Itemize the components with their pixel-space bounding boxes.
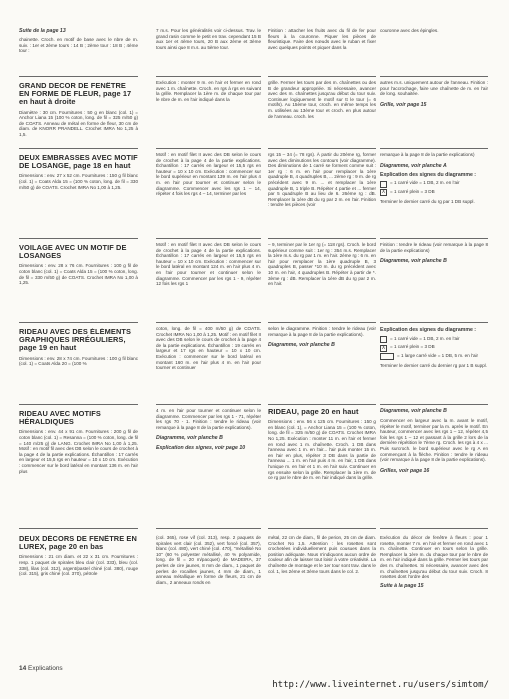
- section-tiebacks: [19, 154, 138, 234]
- legend-text: = 1 carré plein = 3 DB: [390, 344, 435, 350]
- column-4-block-1: [380, 28, 488, 72]
- section-lurex-decor: [19, 535, 138, 655]
- body-text: Finition : tendre le rideau (voir remarque à la page 8 de la partie explications): [380, 242, 488, 253]
- column-4-block-2: [380, 80, 488, 146]
- body-text: Dimensions : env. 56 x 125 cm. Fournitures : 150 g en blanc (col. 1), = Anchor Liana 15 = (100 % coton, long. de fil = 325 m/50 g) de COATS. Crochet IMRA No 1,25. Exécution : monter 11 m. en l'air et fermer en rond avec 1 m. chaînette. Croch. 1 DB dans l'anneau avec 1 m. en l'air... l'air puis monter 15 m. en l'air en plus, répéter 3 DB dans la partie de l'anneau ... 1 m. en l'air puis 4 m. en l'air, 1 DB dans l'unique m. en l'air et 1 m. en l'air suiv. Continuer en rgs ensuite selon la grille. Remplacer la 1ère m. de ce rg par le nbre de m. en l'air indiqué dans la grille.: [268, 419, 376, 481]
- section-text: Dimensions : 21 cm diam. et 22 x 31 cm. Fournitures : resp. 1 paquet de spirales bleu clair (col. 333), bleu (col. 338), lilas (col. 312), argent/pastel chiné (col. 380), rouge (col. 315), gris chiné (col. 370), pétrole: [19, 554, 138, 577]
- diagram-reference: Diagramme, voir planche B: [380, 258, 447, 265]
- diagram-reference: Diagramme, voir planche B: [156, 435, 223, 442]
- section-divider: [19, 76, 138, 77]
- section-divider: [19, 528, 138, 529]
- body-text: métal, 22 cm de diam., fil de perion, 25 cm de diam. Crochet No 1,5. Attention : les rosettes sont crochetées individuellement puis cousues dans la position adéquate. Nous n'indiquons aucun ordre de couleur afin de laisser tout loisir à votre créativité. La chaînette de montage et le 1er tour sont trav. dans le col. 1, les 2ème et 3ème tours dans le col. 2.: [268, 535, 376, 574]
- column-4-block-6: [380, 408, 488, 526]
- section-divider: [156, 528, 261, 529]
- column-3-block-4: [268, 242, 376, 320]
- section-title: RIDEAU, page 20 en haut: [268, 408, 359, 416]
- body-text: (col. 365), rose vif (col. 313), resp. 2 paquets de spirales vert clair (col. 352), vert foncé (col. 357), blanc (col. 480), vert chiné (col. 470), "métallisé No 10" (60 % polyester métallisé, 40 % polyamide, long. de fil = 20 m/pacquet) de MADEIRA, 37 perles de cire jaunes, 8 mm de diam., 1 paquet de perles de rocailles jaunes, 4 mm de diam., 1 anneau métallique en forme de fleurs, 21 cm de diam., 2 anneaux ronds en: [156, 535, 261, 585]
- page-number: 14: [19, 665, 27, 672]
- section-curtain: [268, 408, 376, 526]
- section-graphic-curtain: [19, 328, 138, 398]
- legend-row: [380, 189, 488, 197]
- section-divider: [380, 76, 488, 77]
- section-title: GRAND DECOR DE FENÊTRE EN FORME DE FLEUR, page 17 en haut à droite: [19, 82, 132, 107]
- empty-square-icon: [380, 336, 387, 343]
- column-3-block-1: [268, 28, 376, 72]
- continued-from-note: Suite de la page 13: [19, 28, 66, 34]
- legend-text: = 1 carré plein = 3 DB: [390, 188, 435, 194]
- section-divider: [19, 322, 138, 323]
- column-2-block-2: [156, 80, 261, 146]
- section-divider: [156, 322, 261, 323]
- body-text: Terminer le dernier carré du dernier rg par 1 B suppl.: [380, 363, 487, 369]
- section-divider: [268, 322, 376, 323]
- body-text: autres m.s. uniquement autour de l'anneau. Finition : pour l'accrochage, faire une chaînette de m. en l'air de long. souhaitée.: [380, 80, 488, 97]
- filled-square-icon: X: [381, 189, 386, 196]
- section-text: Dimensions : env. 28 x 76 cm. Fournitures : 100 g fil de coton blanc (col. 1) = Coats Alda 15 = (100 % coton, long. de fil = 330 m/50 g) de COATS. Crochet IMRA No 1,00 à 1,25.: [19, 263, 138, 286]
- column-2-block-3: [156, 152, 261, 236]
- section-divider: [156, 238, 261, 239]
- diagram-reference: Diagramme, voir planche B: [380, 408, 447, 414]
- column-4-block-7: [380, 535, 488, 657]
- body-text: Exécution : monter 9 m. en l'air et fermer en rond avec 1 m. chaînette. Croch. en rgs à rgs en suivant la grille. Remplacer la 1ère m. de chaque tour par le nbre de m. en l'air indiqué dans la: [156, 80, 261, 102]
- body-text: remarque à la page 8 de la partie explications): [380, 152, 475, 157]
- body-text: 4 m. en l'air pour tourner et continuer selon le diagramme. Commencer par les rgs 1 - 71, répéter les rgs 70 - 1. Finition : tendre le rideau (voir remarque à la page 8 de la partie explications).: [156, 408, 261, 430]
- legend-text: = 1 large carré vide = 1 DB, 5 m. en l'air: [397, 352, 479, 358]
- legend-text: = 1 carré vide = 1 DB, 2 m. en l'air: [390, 180, 460, 186]
- legend-row: [380, 336, 488, 344]
- section-title: DEUX EMBRASSES AVEC MOTIF DE LOSANGE, page 18 en haut: [19, 154, 138, 171]
- column-3-block-3: [268, 152, 376, 236]
- section-divider: [268, 148, 376, 149]
- column-3-block-5: [268, 326, 376, 404]
- column-2-block-4: [156, 242, 261, 320]
- column-4-block-5: [380, 326, 488, 404]
- filled-square-icon: X: [381, 344, 386, 351]
- column-2-block-6: [156, 408, 261, 526]
- section-divider: [380, 322, 488, 323]
- section-divider: [380, 404, 488, 405]
- section-text: Diamètre : 30 cm. Fournitures : 50 g en blanc (col. 1) = Anchor Liana 15 (100 % coton, long. de fil = 325 m/50 g) de COATS. Anneau de métal en forme de fleur, 30 cm de diam. de KNORR PRANDELL. Crochet IMRA No 1,25 à 1,5.: [19, 109, 138, 137]
- continued-on-note: Suite à la page 15: [380, 582, 424, 589]
- grid-reference: Grilles, voir page 16: [380, 467, 430, 474]
- column-4-block-3: [380, 152, 488, 236]
- diagram-reference: Diagramme, voir planche B: [268, 342, 335, 349]
- section-divider: [156, 76, 261, 77]
- legend-reference: Explication des signes, voir page 10: [156, 445, 246, 452]
- column-3-block-2: [268, 80, 376, 146]
- section-divider: [156, 148, 261, 149]
- body-text: Motif : en motif filet II avec des DB selon le cours de crochet à la page 4 de la partie explications. Échantillon : 17 carrés en largeur et 15,5 rgs en hauteur = 10 x 10 cm. Exécution : commencer sur le bord supérieur en montant 139 m. en l'air plus 4 m. en l'air pour tourner et continuer selon le diagramme. Commencer avec les rgs 1 – 14, répéter 4 fois les rgs 4 – 14, terminer par les: [156, 152, 261, 197]
- body-text: 7 m.s. Pour les généralités voir ci-dessus. Trav. le grand rasin comme le petit en trav. cependant 15 B aux 1er et 4ème tours, 20 B aux 2ème et 3ème tours ainsi que 8 m.s. au 5ème tour.: [156, 28, 261, 50]
- body-text: coton, long. de fil = 400 m/50 g) de COATS. Crochet IMRA No 1,00 à 1,25. Motif : en motif filet II avec des DB selon le cours de crochet à la page 4 de la partie explications. Échantillon : 19 carrés en largeur et 17 rgs en hauteur = 10 x 10 cm. Exécution : commencer sur le bord latéral en montant 160 m. en l'air plus 4 m. en l'air pour tourner et continuer: [156, 326, 261, 371]
- grid-reference: Grille, voir page 15: [380, 101, 427, 108]
- section-text: Dimensions : env. 44 x 91 cm. Fournitures : 200 g fil de coton blanc (col. 1) = Resanna = (100 % coton, long. de fil = 140 m/25 g) de LANG. Crochet IMRA No 1,00 à 1,25. Motif : en motif fil avec des DB selon le cours de crochet à la page 4 de la partie explications. Échantillon : 17 carrés en largeur et 15,5 rgs en hauteur = 10 x 10 cm. Exécution : commencer sur le bord latéral en montant 136 m. en l'air plus: [19, 429, 138, 474]
- source-url[interactable]: http://www.liveinternet.ru/users/simtom/: [272, 680, 489, 690]
- section-text: Dimensions : env. 28 x 74 cm. Fournitures : 100 g fil blanc (col. 1) = Coats Alda 20 = (100 %: [19, 355, 138, 367]
- wide-square-icon: [380, 353, 394, 360]
- section-divider: [19, 404, 138, 405]
- section-text: Dimensions : env. 27 x 52 cm. Fournitures : 150 g fil blanc (col. 1) = Coats Alda 15 = (100 % coton, long. de fil = 330 m/50 g) de COATS. Crochet IMRA No 1,00 à 1,25.: [19, 173, 138, 190]
- body-text: Motif : en motif filet II avec des DB selon le cours de crochet à la page 4 de la partie explications. Échantillon : 17 carrés en largeur et 15,5 rgs en hauteur = 10 x 10 cm. Exécution : commencer sur le bord latéral en montant 124 m. en l'air plus 4 m. en l'air pour tourner et continuer selon le diagramme. Commencer par les rgs 1 - 9, répéter 12 fois les rgs 1: [156, 242, 261, 287]
- section-divider: [380, 148, 488, 149]
- column-2-block-1: [156, 28, 261, 70]
- body-text: Commencer en largeur avec la m. avant le motif, répéter le motif, terminer par la m. après le motif. En hauteur, commencer avec les rgs 1 – 12, répéter 4,5 fois les rgs 1 – 12 et passant à la grille 2 lors de la dernière répétition le 7ème rg. Croch. les rgs à 4 x ... Puis surcroch. le bord supérieur avec le rg A en commençant à la flèche. Finition : tendre le rideau (voir remarque à la page 8 de la partie explications).: [380, 418, 488, 463]
- section-divider: [380, 238, 488, 239]
- legend-row: [380, 353, 488, 361]
- diagram-reference: Diagramme, voir planche A: [380, 162, 447, 169]
- section-heraldic-curtain: [19, 410, 138, 522]
- section-divider: [19, 148, 138, 149]
- column-3-block-7: [268, 535, 376, 655]
- section-title: RIDEAU AVEC DES ÉLÉMENTS GRAPHIQUES IRRÉGULIERS, page 19 en haut: [19, 328, 132, 353]
- body-text: couronne avec des épingles.: [380, 28, 439, 33]
- body-text: grille. Fermer les tours par des m. chaînettes ou des B de grandeur appropriée. Si nécessaire, avancer avec des m. chaînettes jusqu'au début du tour suiv. Continuer logiquement le motif sur tt le tour (= 6 motifs). Au 15ème tour, croch. en même temps les m. utilisées au 13ème tour et croch. en plus autour de l'anneau. croch. les: [268, 80, 376, 119]
- section-title: RIDEAU AVEC MOTIFS HÉRALDIQUES: [19, 410, 101, 427]
- section-divider: [268, 404, 376, 405]
- intro-text: chainette. Croch. en motif de base avec le nbre de m. suiv. : 1er et 2ème tours : 14 B ; 2ème tour : 18 B ; 4ème tour :: [19, 37, 138, 54]
- body-text: Exécution du décor de fenêtre à fleurs : pour 1 rosette, monter 7 m. en l'air et fermer en rond avec 1 m. chaînette. Continuer en tours selon la grille. Remplacer la 1ère m. du chaque tour par le nbre de m. en l'air indiqué dans la grille. Fermer les tours par des m. chaînettes. Si nécessaire, avancer avec des m. chaînettes jusqu'au début du tour suiv. Croch. 8 rosettes dont l'ordre des: [380, 535, 488, 580]
- legend-row: [380, 180, 488, 188]
- section-title: VOILAGE AVEC UN MOTIF DE LOSANGES: [19, 244, 127, 261]
- column-2-block-7: [156, 535, 261, 655]
- body-text: selon le diagramme. Finition : tendre le rideau (voir remarque à la page 8 de la partie explications).: [268, 326, 376, 337]
- legend-row: [380, 344, 488, 352]
- section-label: Explications: [28, 665, 63, 672]
- body-text: – 9, terminer par le 1er rg (= 118 rgs). Croch. le bord supérieur comme suit : 1er rg : 354 m.s. Remplacer la 1ère m.s. du rg par 1 m. en l'air. 2ème rg : 6 m. en l'air pour remplacer la 1ère quadruple B, 3 quadruples B, passer *10 m. du rg précédent avec 10 m. en l'air, 4 quadruples B. Répéter à partir de *. 3ème rg : dB. Remplacer la 1ère dB du rg par 2 m. en l'air.: [268, 242, 376, 287]
- body-text: rgs 15 – 34 (= 78 rgs). À partir du 20ème rg, former avec des diminutions les contours (voir diagramme). Des diminutions de 1 carré se forment comme suit : 1er rg : 6 m. en l'air pour remplacer la 1ère quadruple B, 4 quadruples B, ... 2ème rg : 9 m. de rg précédent avec 9 m. ... et remplacer la 1ère quadruple B, 1 triple B. Répéter 4 partie et ... fermer par 5 quadruple B au lieu de 6. 26ème rg : dB. Remplacer la 1ère dB du rg par 2 m. en l'air. Finition : tendre les pièces (voir: [268, 152, 376, 208]
- section-divider: [156, 404, 261, 405]
- column-2-block-5: [156, 326, 261, 404]
- section-voile: [19, 244, 138, 320]
- legend-title: Explication des signes du diagramme :: [380, 327, 476, 333]
- section-divider: [268, 76, 376, 77]
- section-divider: [380, 528, 488, 529]
- legend-title: Explication des signes du diagramme :: [380, 171, 476, 178]
- body-text: Terminer le dernier carré du rg par 1 DB suppl.: [380, 199, 475, 205]
- section-divider: [268, 238, 376, 239]
- section-title: DEUX DÉCORS DE FENÊTRE EN LUREX, page 20 en bas: [19, 535, 137, 552]
- column-4-block-4: [380, 242, 488, 320]
- body-text: Finition : attacher les fruits avec du fil de fer pour fleurs à la couronne. Piquer les pièces de fleuristique. Faire des nœuds avec le ruban et fixer avec quelques points et piquer dans la: [268, 28, 376, 50]
- section-divider: [268, 528, 376, 529]
- legend-text: = 1 carré vide = 1 DB, 2 m. en l'air: [390, 335, 460, 341]
- empty-square-icon: [380, 181, 387, 188]
- section-flower-decor: [19, 82, 138, 152]
- section-divider: [19, 238, 138, 239]
